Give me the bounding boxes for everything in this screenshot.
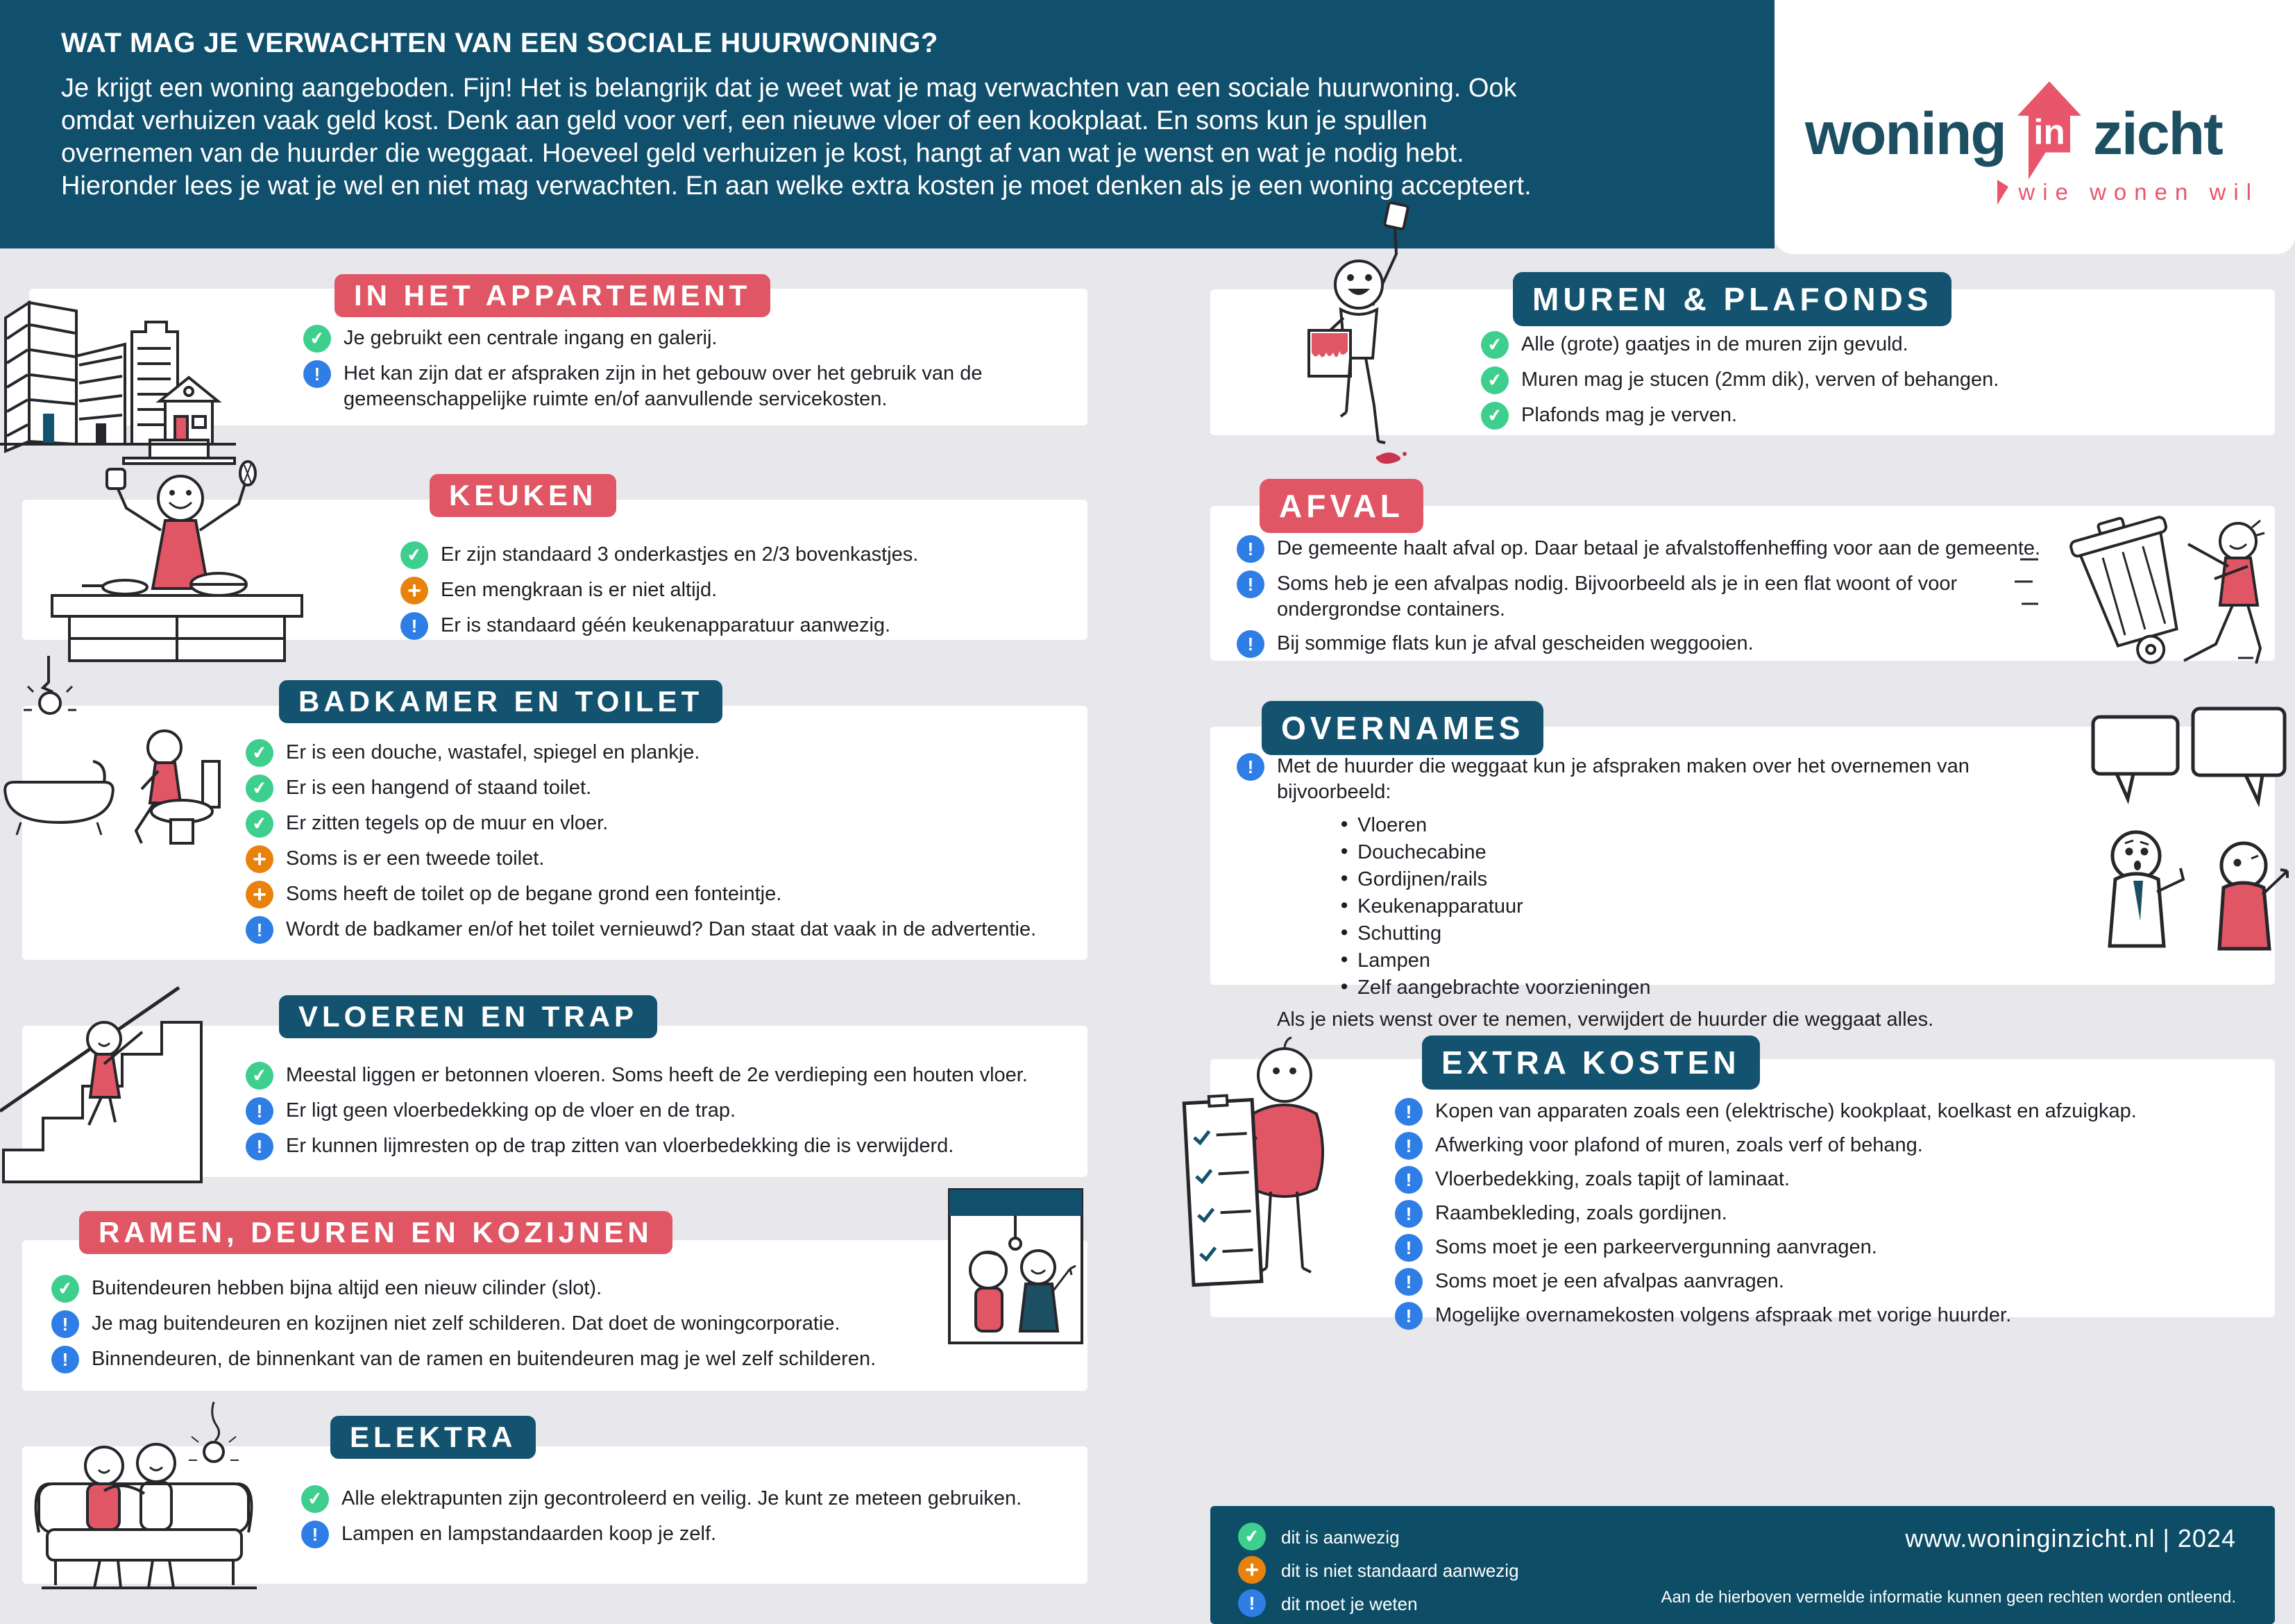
list-item <box>246 916 1067 944</box>
bullet-dot: • <box>1341 976 1348 998</box>
info-icon: ! <box>301 1521 329 1548</box>
bullet-dot: • <box>1341 840 1348 863</box>
list-item-text: Kopen van apparaten zoals een (elektrische) kookplaat, koelkast en afzuigkap. <box>1435 1100 2137 1122</box>
list-item <box>51 1275 907 1303</box>
list-item <box>1395 1268 2254 1296</box>
list-item-text: Soms heeft de toilet op de begane grond een fonteintje. <box>286 883 782 905</box>
trash-bin-illustration <box>2009 477 2294 686</box>
vloeren-list <box>246 1062 1067 1160</box>
list-item-text: Afwerking voor plafond of muren, zoals verf of behang. <box>1435 1134 1923 1156</box>
list-item-text: dit moet je weten <box>1281 1593 1418 1614</box>
list-item <box>246 881 1067 908</box>
list-item <box>301 1485 1067 1513</box>
info-icon: ! <box>51 1310 79 1338</box>
list-item-text: Plafonds mag je verven. <box>1521 404 1738 426</box>
list-item-text: Buitendeuren hebben bijna altijd een nieuw cilinder (slot). <box>92 1277 602 1299</box>
list-item-text: Het kan zijn dat er afspraken zijn in het gebouw over het gebruik van de gemeenschappelijke ruimte en/of aanvullende servicekosten. <box>344 362 983 410</box>
info-icon: ! <box>1395 1268 1423 1296</box>
bullet-dot: • <box>1341 868 1348 890</box>
badge-ramen: RAMEN, DEUREN EN KOZIJNEN <box>79 1211 672 1254</box>
list-item-text: Binnendeuren, de binnenkant van de ramen en buitendeuren mag je wel zelf schilderen. <box>92 1348 876 1370</box>
list-item-text: Soms moet je een parkeervergunning aanvragen. <box>1435 1236 1877 1258</box>
list-item <box>400 541 1067 569</box>
page-title: WAT MAG JE VERWACHTEN VAN EEN SOCIALE HUURWONING? <box>61 28 938 58</box>
intro-line: omdat verhuizen vaak geld kost. Denk aan geld voor verf, een nieuwe vloer of een kookplaat. En soms kun je spullen <box>61 106 1428 135</box>
badge-extra-kosten: EXTRA KOSTEN <box>1422 1035 1760 1090</box>
check-icon: ✔ <box>301 323 332 354</box>
list-item <box>1341 867 2067 891</box>
check-icon: ✔ <box>244 737 275 768</box>
info-icon: ! <box>246 916 273 944</box>
plus-icon: + <box>246 845 273 873</box>
info-icon: ! <box>1395 1166 1423 1194</box>
list-item-text: De gemeente haalt afval op. Daar betaal je afvalstoffenheffing voor aan de gemeente. <box>1277 537 2041 559</box>
info-icon: ! <box>303 360 331 388</box>
list-item-text: Er is een hangend of staand toilet. <box>286 777 592 799</box>
badge-vloeren: VLOEREN EN TRAP <box>279 995 657 1038</box>
list-item <box>1237 630 2046 658</box>
logo-panel <box>1775 0 2295 254</box>
list-item-text: dit is aanwezig <box>1281 1527 1400 1548</box>
list-item-text: Alle elektrapunten zijn gecontroleerd en veilig. Je kunt ze meteen gebruiken. <box>341 1487 1022 1509</box>
list-item-text: Er is een douche, wastafel, spiegel en plankje. <box>286 741 700 763</box>
list-item-text: Bij sommige flats kun je afval gescheiden weggooien. <box>1277 632 1754 654</box>
list-item-text: Keukenapparatuur <box>1357 895 1523 917</box>
list-item <box>1395 1302 2254 1330</box>
plus-icon: + <box>1238 1556 1266 1584</box>
check-icon: ✔ <box>1236 1521 1267 1552</box>
badge-appartement: IN HET APPARTEMENT <box>334 274 770 317</box>
tagline-triangle-icon <box>1997 180 2008 205</box>
list-item <box>1481 331 2254 359</box>
list-item-text: Als je niets wenst over te nemen, verwijdert de huurder die weggaat alles. <box>1277 1008 1934 1031</box>
list-item <box>303 325 1067 353</box>
list-item-text: Er is standaard géén keukenapparatuur aanwezig. <box>441 614 891 636</box>
info-icon: ! <box>1395 1132 1423 1160</box>
list-item <box>1341 975 2067 999</box>
muren-list <box>1481 331 2254 430</box>
check-icon: ✔ <box>398 539 430 570</box>
info-icon: ! <box>1237 753 1264 781</box>
list-item-text: Een mengkraan is er niet altijd. <box>441 579 718 601</box>
list-item-text: Met de huurder die weggaat kun je afspraken maken over het overnemen van bijvoorbeeld: <box>1277 755 1970 803</box>
check-icon: ✔ <box>244 808 275 839</box>
checklist-person-illustration <box>1175 1032 1359 1323</box>
bullet-dot: • <box>1341 949 1348 971</box>
house-arrow-icon <box>2008 78 2090 182</box>
list-item <box>1341 894 2067 918</box>
info-icon: ! <box>246 1097 273 1125</box>
website-link[interactable]: www.woninginzicht.nl | 2024 <box>1905 1524 2236 1553</box>
painter-illustration <box>1291 200 1437 471</box>
check-icon: ✔ <box>244 772 275 804</box>
logo-word-woning: woning <box>1805 100 2006 167</box>
list-item <box>1277 1006 2067 1033</box>
appartement-list <box>303 325 1067 412</box>
list-item <box>1395 1234 2254 1262</box>
list-item <box>1238 1556 2275 1584</box>
list-item-text: dit is niet standaard aanwezig <box>1281 1560 1519 1581</box>
list-item-text: Douchecabine <box>1357 841 1487 863</box>
list-item-text: Wordt de badkamer en/of het toilet vernieuwd? Dan staat dat vaak in de advertentie. <box>286 918 1037 940</box>
list-item-text: Gordijnen/rails <box>1357 868 1488 890</box>
list-item <box>51 1310 907 1338</box>
list-item <box>1395 1200 2254 1228</box>
logo-word-zicht: zicht <box>2092 100 2222 167</box>
list-item <box>246 810 1067 838</box>
list-item <box>246 739 1067 767</box>
info-icon: ! <box>51 1346 79 1373</box>
list-item-text: Lampen <box>1357 949 1430 972</box>
info-icon: ! <box>1237 535 1264 563</box>
list-item <box>303 360 1067 412</box>
list-item <box>1237 570 2046 623</box>
list-item-text: Vloeren <box>1357 814 1428 836</box>
list-item-text: Je mag buitendeuren en kozijnen niet zelf schilderen. Dat doet de woningcorporatie. <box>92 1312 840 1335</box>
list-item <box>1395 1166 2254 1194</box>
badge-badkamer: BADKAMER EN TOILET <box>279 680 722 723</box>
speech-people-illustration <box>2087 704 2295 992</box>
list-item-text: Soms heb je een afvalpas nodig. Bijvoorbeeld als je in een flat woont of voor ondergrondse containers. <box>1277 573 1958 620</box>
badge-elektra: ELEKTRA <box>330 1416 536 1459</box>
bullet-dot: • <box>1341 895 1348 917</box>
list-item <box>246 775 1067 802</box>
plus-icon: + <box>246 881 273 908</box>
intro-line: Hieronder lees je wat je wel en niet mag verwachten. En aan welke extra kosten je moet denken als je een woning accepteert. <box>61 171 1532 201</box>
list-item <box>1481 366 2254 394</box>
list-item-text: Soms moet je een afvalpas aanvragen. <box>1435 1270 1784 1292</box>
badge-muren: MUREN & PLAFONDS <box>1513 272 1951 326</box>
list-item-text: Er zitten tegels op de muur en vloer. <box>286 812 609 834</box>
tagline-text: wie wonen wil <box>2018 179 2259 205</box>
list-item <box>1341 948 2067 972</box>
list-item <box>1341 840 2067 864</box>
buildings-illustration <box>0 290 243 464</box>
cook-illustration <box>42 458 319 666</box>
check-icon: ✔ <box>244 1060 275 1091</box>
info-icon: ! <box>1395 1098 1423 1126</box>
bathroom-illustration <box>0 656 236 857</box>
list-item <box>246 845 1067 873</box>
badge-keuken: KEUKEN <box>430 474 616 517</box>
list-item-text: Raambekleding, zoals gordijnen. <box>1435 1202 1727 1224</box>
info-icon: ! <box>1238 1589 1266 1617</box>
list-item-text: Soms is er een tweede toilet. <box>286 847 545 870</box>
keuken-list <box>400 541 1067 640</box>
bullet-dot: • <box>1341 922 1348 944</box>
stairs-illustration <box>0 975 239 1183</box>
ramen-list <box>51 1275 907 1373</box>
list-item-text: Mogelijke overnamekosten volgens afspraak met vorige huurder. <box>1435 1304 2012 1326</box>
info-icon: ! <box>1237 630 1264 658</box>
legend-disclaimer: Aan de hierboven vermelde informatie kunnen geen rechten worden ontleend. <box>1661 1588 2236 1607</box>
info-icon: ! <box>1395 1234 1423 1262</box>
couch-people-illustration <box>28 1402 267 1600</box>
list-item-text: Er kunnen lijmresten op de trap zitten van vloerbedekking die is verwijderd. <box>286 1135 954 1157</box>
list-item-text: Zelf aangebrachte voorzieningen <box>1357 976 1651 999</box>
list-item <box>1481 402 2254 430</box>
info-icon: ! <box>246 1133 273 1160</box>
info-icon: ! <box>400 612 428 640</box>
list-item-text: Er ligt geen vloerbedekking op de vloer en de trap. <box>286 1099 736 1122</box>
info-icon: ! <box>1395 1302 1423 1330</box>
list-item-text: Er zijn standaard 3 onderkastjes en 2/3 bovenkastjes. <box>441 543 919 566</box>
list-item-text: Je gebruikt een centrale ingang en galerij. <box>344 327 718 349</box>
list-item-text: Muren mag je stucen (2mm dik), verven of behangen. <box>1521 369 1999 391</box>
list-item-text: Alle (grote) gaatjes in de muren zijn gevuld. <box>1521 333 1908 355</box>
header-band <box>0 0 1775 248</box>
list-item-text: Vloerbedekking, zoals tapijt of laminaat. <box>1435 1168 1790 1190</box>
logo-tagline <box>1997 179 2259 205</box>
badge-overnames: OVERNAMES <box>1262 701 1543 755</box>
check-icon: ✔ <box>1479 400 1510 431</box>
elektra-list <box>301 1485 1067 1548</box>
bullet-dot: • <box>1341 813 1348 836</box>
list-item <box>400 612 1067 640</box>
check-icon: ✔ <box>1479 364 1510 396</box>
info-icon: ! <box>1237 570 1264 598</box>
check-icon: ✔ <box>299 1483 330 1514</box>
extra-kosten-list <box>1395 1098 2254 1330</box>
plus-icon: + <box>400 577 428 604</box>
intro-line: overnemen van de huurder die weggaat. Hoeveel geld verhuizen je kost, hangt af van wat je wenst en wat je nodig hebt. <box>61 139 1464 168</box>
svg-text:in: in <box>2033 112 2065 152</box>
list-item <box>1395 1132 2254 1160</box>
woninginzicht-logo <box>1805 82 2222 186</box>
list-item-text: Meestal liggen er betonnen vloeren. Soms heeft de 2e verdieping een houten vloer. <box>286 1064 1028 1086</box>
list-item <box>1341 813 2067 837</box>
intro-line: Je krijgt een woning aangeboden. Fijn! Het is belangrijk dat je weet wat je mag verwachten van een sociale huurwoning. Ook <box>61 74 1517 103</box>
afval-list <box>1237 535 2046 658</box>
list-item <box>1237 535 2046 563</box>
window-people-illustration <box>948 1188 1083 1344</box>
list-item <box>1395 1098 2254 1126</box>
list-item-text: Lampen en lampstandaarden koop je zelf. <box>341 1523 717 1545</box>
list-item <box>246 1062 1067 1090</box>
badkamer-list <box>246 739 1067 944</box>
list-item <box>246 1133 1067 1160</box>
list-item <box>400 577 1067 604</box>
check-icon: ✔ <box>1479 329 1510 360</box>
list-item-text: Schutting <box>1357 922 1442 945</box>
badge-afval: AFVAL <box>1260 479 1423 533</box>
info-icon: ! <box>1395 1200 1423 1228</box>
list-item <box>51 1346 907 1373</box>
list-item <box>1341 921 2067 945</box>
list-item <box>1237 753 2067 805</box>
list-item <box>301 1521 1067 1548</box>
section-extra-kosten <box>1210 1059 2275 1326</box>
intro-paragraph <box>61 72 1532 203</box>
legend-box <box>1210 1506 2275 1624</box>
section-ramen <box>22 1240 1087 1391</box>
check-icon: ✔ <box>49 1273 81 1304</box>
overnames-list <box>1237 753 2067 1033</box>
list-item <box>246 1097 1067 1125</box>
